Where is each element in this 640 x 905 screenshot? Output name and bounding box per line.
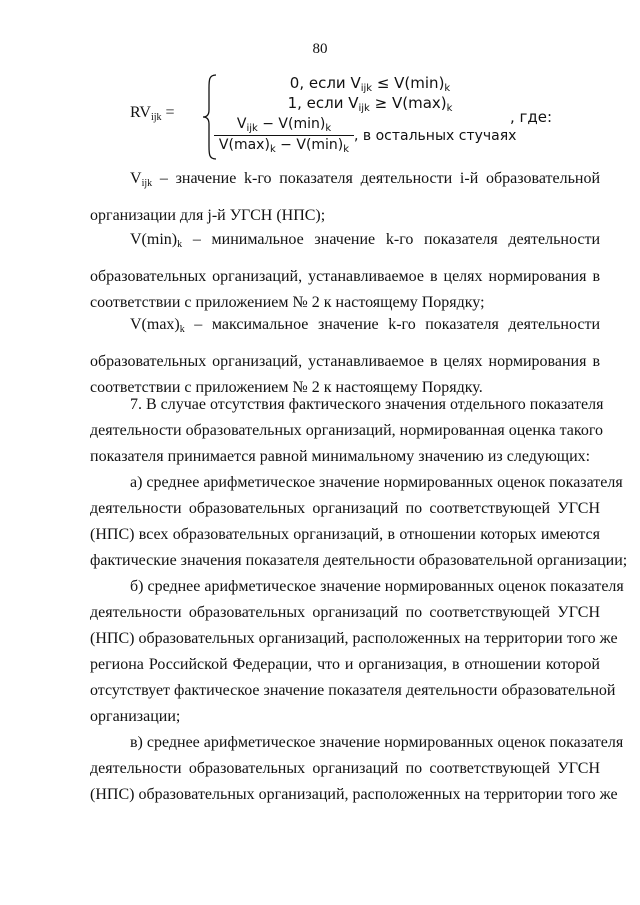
formula-where: , где: (510, 108, 553, 126)
paragraph-a: а) среднее арифметическое значение нормированных оценок показателя деятельности образовательных организаций по соответствующей УГСН (НПС) всех образовательных организаций, в отношении которых имеются фактические значения показателя деятельности образовательной организации; (90, 474, 628, 569)
formula-fraction (214, 116, 354, 155)
paragraph-b: б) среднее арифметическое значение нормированных оценок показателя деятельности образовательных организаций по соответствующей УГСН (НПС) образовательных организаций, расположенных на территории того же региона Российской Федерации, что и организация, в отношении которой отсутствует фактическое значение показателя деятельности образовательной организации; (90, 578, 624, 725)
paragraph-v: в) среднее арифметическое значение нормированных оценок показателя деятельности образовательных организаций по соответствующей УГСН (НПС) образовательных организаций, расположенных на территории того же (90, 734, 624, 803)
normalization-formula (130, 72, 560, 162)
page-number: 80 (312, 41, 328, 57)
definition-vijk: $V_{ijk}$ – значение k-го показателя деятельности i-й образовательной организации для j-й УГСН (НПС); (90, 170, 600, 224)
fraction-denominator: $V(\max)_k - V(\min)_k$ (218, 137, 350, 155)
formula-case-one: 1, если $V_{ijk} \ge V(\max)_k$ (287, 94, 453, 114)
fraction-numerator: $V_{ijk} - V(\min)_k$ (214, 116, 354, 136)
definition-vmax: $V(\max)_k$ – максимальное значение k-го показателя деятельности образовательных организаций, устанавливаемое в целях нормирования в соответствии с приложением № 2 к настоящему Порядку. (90, 316, 600, 396)
formula-case-other: , в остальных стучаях (354, 128, 517, 144)
formula-lhs: $RV_{ijk}$ = (130, 104, 175, 123)
definition-vmin: $V(\min)_k$ – минимальное значение k-го показателя деятельности образовательных организаций, устанавливаемое в целях нормирования в соответствии с приложением № 2 к настоящему Порядку; (90, 231, 600, 311)
formula-case-zero: 0, если $V_{ijk} \le V(\min)_k$ (289, 74, 451, 94)
paragraph-7: 7. В случае отсутствия фактического значения отдельного показателя деятельности образовательных организаций, нормированная оценка такого показателя принимается равной минимальному значению из следующих: (90, 396, 604, 465)
